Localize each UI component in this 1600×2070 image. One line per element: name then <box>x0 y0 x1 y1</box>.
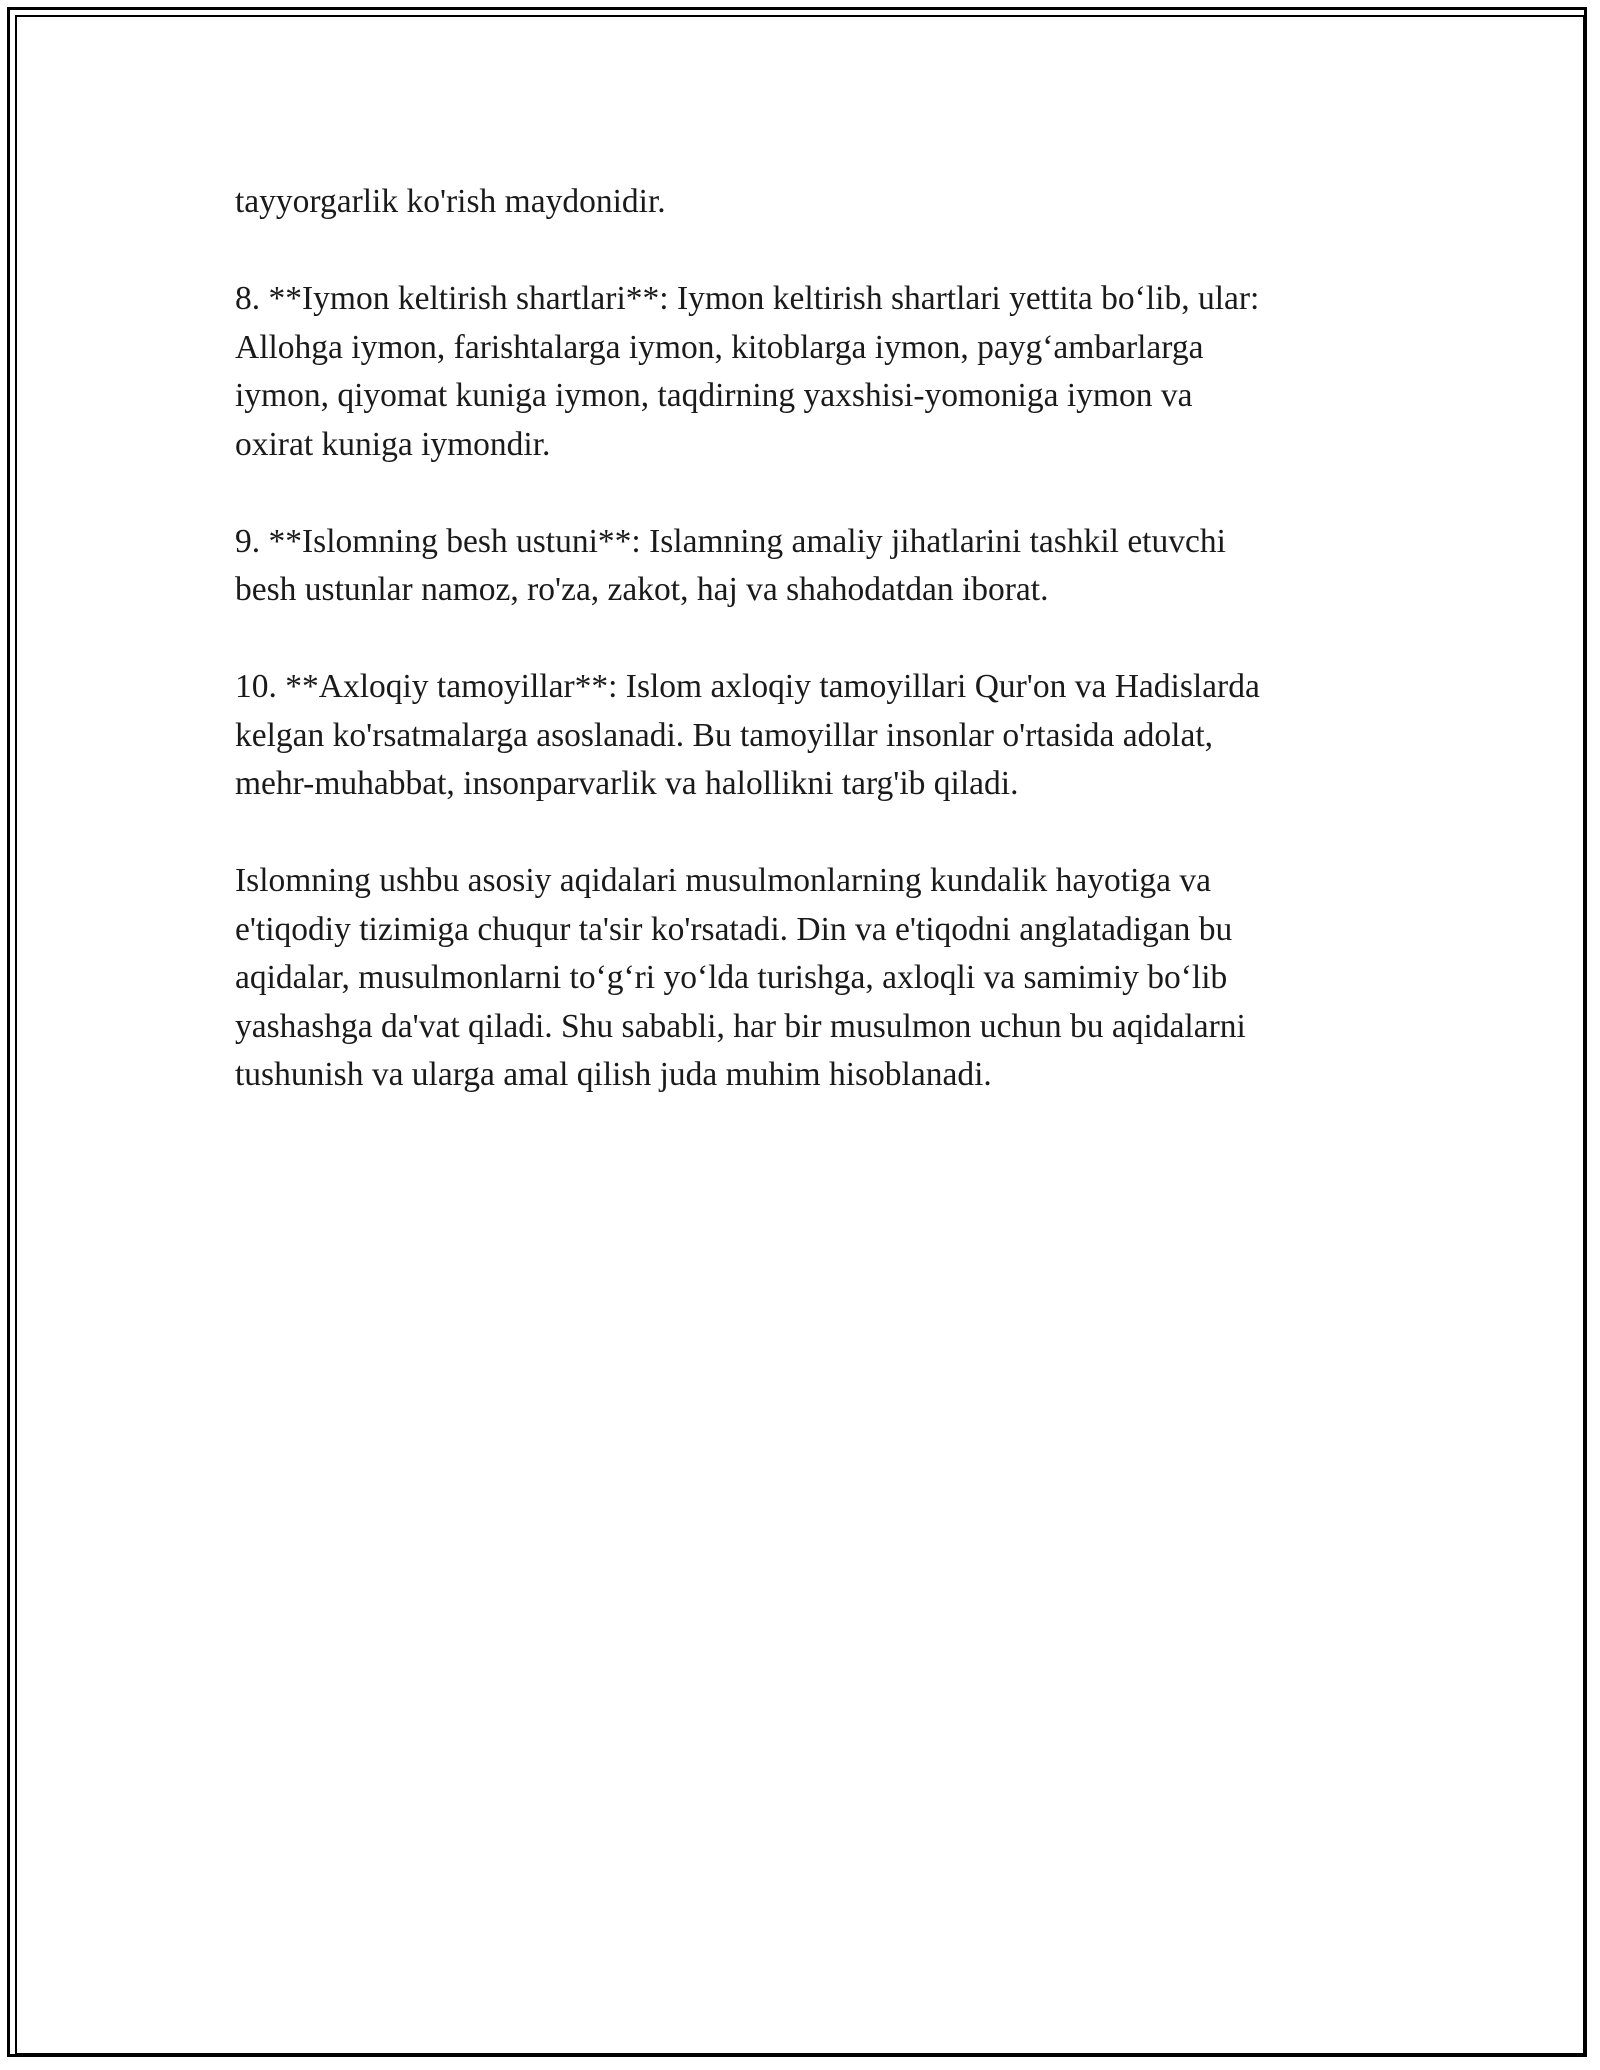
paragraph-continuation: tayyorgarlik ko'rish maydonidir. <box>235 183 666 220</box>
paragraph-item-10: 10. **Axloqiy tamoyillar**: Islom axloqiy tamoyillari Qur'on va Hadislarda kelgan ko'rsatmalarga asoslanadi. Bu tamoyillar insonlar o'rtasida adolat, mehr-muhabbat, insonparvarlik va halollikni targ'ib qiladi. <box>235 668 1260 802</box>
paragraph-conclusion: Islomning ushbu asosiy aqidalari musulmonlarning kundalik hayotiga va e'tiqodiy tizimiga chuqur ta'sir ko'rsatadi. Din va e'tiqodni anglatadigan bu aqidalar, musulmonlarni to‘g‘ri yo‘lda turishga, axloqli va samimiy bo‘lib yashashga da'vat qiladi. Shu sababli, har bir musulmon uchun bu aqidalarni tushunish va ularga amal qilish juda muhim hisoblanadi. <box>235 862 1246 1093</box>
document-body <box>235 178 1375 1148</box>
paragraph-item-8: 8. **Iymon keltirish shartlari**: Iymon keltirish shartlari yettita bo‘lib, ular: Allohga iymon, farishtalarga iymon, kitoblarga iymon, payg‘ambarlarga iymon, qiyomat kuniga iymon, taqdirning yaxshisi-yomoniga iymon va oxirat kuniga iymondir. <box>235 280 1260 463</box>
paragraph-item-9: 9. **Islomning besh ustuni**: Islamning amaliy jihatlarini tashkil etuvchi besh ustunlar namoz, ro'za, zakot, haj va shahodatdan iborat. <box>235 522 1226 608</box>
